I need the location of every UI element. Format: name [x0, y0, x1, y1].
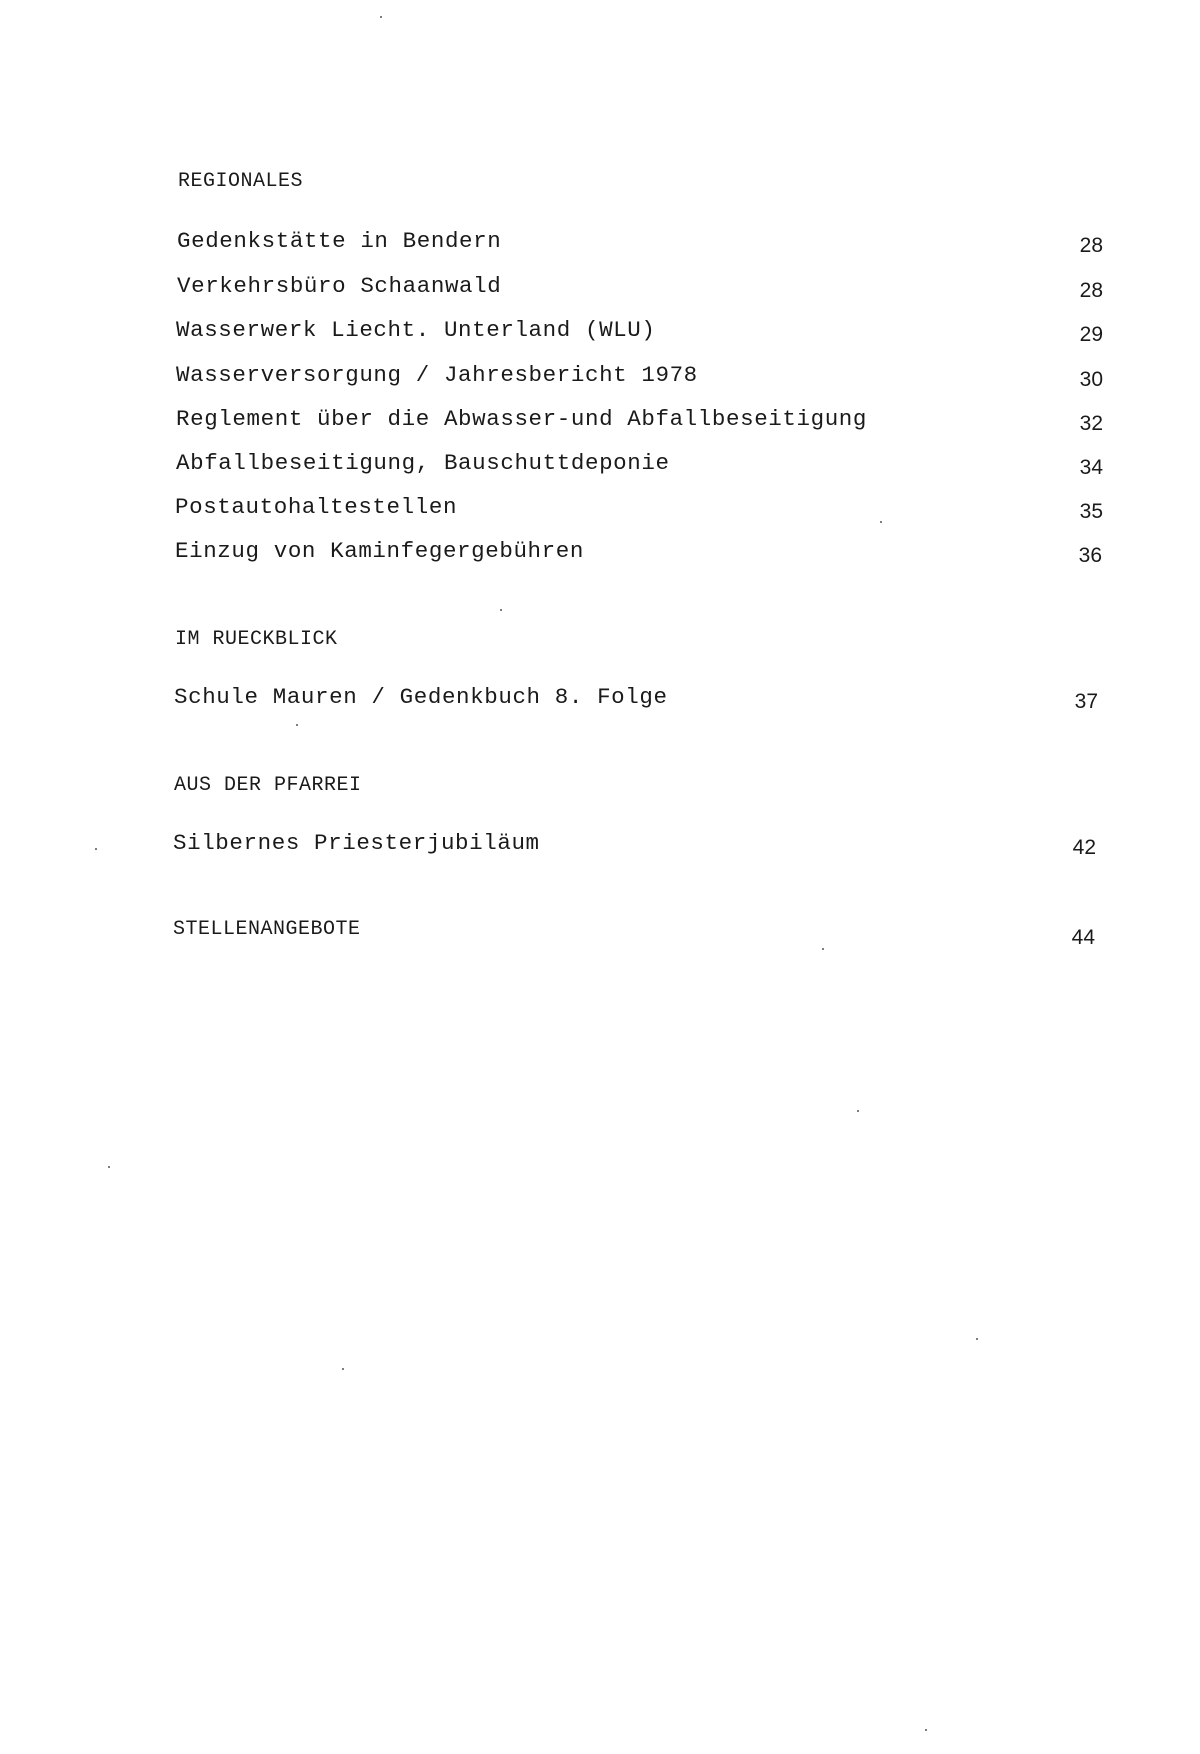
- speck: [857, 1110, 859, 1112]
- toc-entry-page: 30: [1079, 368, 1103, 391]
- toc-entry: [0, 273, 1200, 303]
- speck: [925, 1729, 927, 1731]
- toc-entry: [0, 228, 1200, 258]
- toc-entry: [0, 406, 1200, 436]
- toc-entry-title: Wasserwerk Liecht. Unterland (WLU): [176, 317, 656, 343]
- toc-entry-title: Postautohaltestellen: [175, 494, 458, 520]
- toc-entry-page: 44: [1071, 926, 1095, 949]
- toc-entry: [0, 494, 1200, 524]
- toc-entry-page: 29: [1079, 323, 1103, 346]
- speck: [108, 1166, 110, 1168]
- toc-entry-title: Schule Mauren / Gedenkbuch 8. Folge: [174, 684, 668, 710]
- speck: [500, 609, 502, 611]
- section-heading-im-rueckblick: IM RUECKBLICK: [175, 628, 338, 651]
- speck: [380, 16, 382, 18]
- toc-entry-page: 35: [1079, 500, 1103, 523]
- toc-entry-title: Abfallbeseitigung, Bauschuttdeponie: [176, 450, 670, 476]
- toc-entry-title: Gedenkstätte in Bendern: [177, 228, 502, 254]
- toc-entry-title: Verkehrsbüro Schaanwald: [177, 273, 502, 299]
- toc-entry: [0, 450, 1200, 480]
- toc-entry-page: 36: [1078, 544, 1102, 567]
- toc-entry: [0, 684, 1200, 714]
- section-heading-stellenangebote: STELLENANGEBOTE: [173, 918, 361, 941]
- speck: [880, 521, 882, 523]
- speck: [342, 1368, 344, 1370]
- toc-entry: [0, 538, 1200, 568]
- toc-entry-title: Reglement über die Abwasser-und Abfallbeseitigung: [176, 406, 868, 432]
- speck: [95, 848, 97, 850]
- toc-entry-title: Silbernes Priesterjubiläum: [173, 830, 540, 856]
- toc-entry-page: 32: [1079, 412, 1103, 435]
- toc-entry-title: Einzug von Kaminfegergebühren: [175, 538, 584, 564]
- section-heading-aus-der-pfarrei: AUS DER PFARREI: [174, 774, 362, 797]
- toc-entry: [0, 362, 1200, 392]
- speck: [296, 724, 298, 726]
- toc-entry-title: Wasserversorgung / Jahresbericht 1978: [176, 362, 698, 388]
- toc-entry-page: 42: [1072, 836, 1096, 859]
- toc-entry-page: 37: [1074, 690, 1098, 713]
- section-heading-regionales: REGIONALES: [178, 170, 304, 193]
- toc-entry: [0, 830, 1200, 860]
- toc-entry-stellenangebote: [0, 918, 1200, 948]
- toc-entry-page: 28: [1079, 279, 1103, 302]
- toc-entry-page: 34: [1079, 456, 1103, 479]
- toc-entry-page: 28: [1079, 234, 1103, 257]
- speck: [822, 948, 824, 950]
- speck: [976, 1338, 978, 1340]
- toc-entry: [0, 317, 1200, 347]
